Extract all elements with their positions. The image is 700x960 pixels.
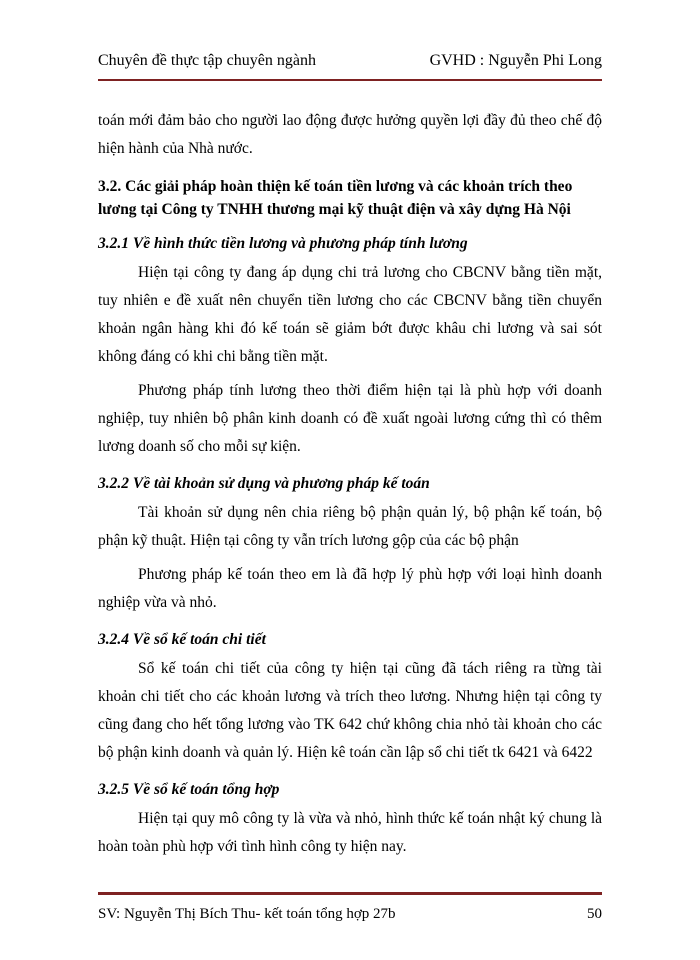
subsection-heading-3-2-1: 3.2.1 Về hình thức tiền lương và phương pháp tính lương: [98, 235, 468, 252]
paragraph-3-2-1-a: Hiện tại công ty đang áp dụng chi trả lương cho CBCNV bằng tiền mặt, tuy nhiên e đề xuất nên chuyển tiền lương cho các CBCNV bằng tiền chuyển khoản ngân hàng khi đó kế toán sẽ giảm bớt được khâu chi lương và sai sót không đáng có khi chi bằng tiền mặt.: [98, 264, 602, 365]
subsection-heading-3-2-5: 3.2.5 Về sổ kế toán tổng hợp: [98, 781, 280, 798]
page-footer: [98, 892, 602, 924]
paragraph-3-2-2-a: Tài khoản sử dụng nên chia riêng bộ phận quản lý, bộ phận kế toán, bộ phận kỹ thuật. Hiện tại công ty vẫn trích lương gộp của các bộ phận: [98, 504, 602, 549]
section-heading-3-2: 3.2. Các giải pháp hoàn thiện kế toán tiền lương và các khoản trích theo lương tại Công ty TNHH thương mại kỹ thuật điện và xây dựng Hà Nội: [98, 178, 573, 218]
document-body: [98, 107, 602, 861]
paragraph-continuation: toán mới đảm bảo cho người lao động được hưởng quyền lợi đầy đủ theo chế độ hiện hành của Nhà nước.: [98, 112, 602, 157]
paragraph-3-2-2-b: Phương pháp kế toán theo em là đã hợp lý phù hợp với loại hình doanh nghiệp vừa và nhỏ.: [98, 566, 602, 611]
subsection-heading-3-2-2: 3.2.2 Về tài khoản sử dụng và phương pháp kế toán: [98, 475, 430, 492]
header-advisor-name: GVHD : Nguyễn Phi Long: [429, 52, 602, 69]
footer-page-number: 50: [587, 906, 602, 922]
footer-rule: [98, 892, 602, 895]
header-rule: [98, 79, 602, 81]
footer-student-info: SV: Nguyễn Thị Bích Thu- kết toán tổng hợp 27b: [98, 906, 396, 922]
subsection-heading-3-2-4: 3.2.4 Về sổ kế toán chi tiết: [98, 631, 266, 648]
paragraph-3-2-5-a: Hiện tại quy mô công ty là vừa và nhỏ, hình thức kế toán nhật ký chung là hoàn toàn phù hợp với tình hình công ty hiện nay.: [98, 810, 602, 855]
paragraph-3-2-1-b: Phương pháp tính lương theo thời điểm hiện tại là phù hợp với doanh nghiệp, tuy nhiên bộ phân kinh doanh có đề xuất ngoài lương cứng thì có thêm lương doanh số cho mỗi sự kiện.: [98, 382, 602, 455]
page-header: [98, 50, 602, 72]
header-document-title: Chuyên đề thực tập chuyên ngành: [98, 52, 316, 69]
paragraph-3-2-4-a: Sổ kế toán chi tiết của công ty hiện tại cũng đã tách riêng ra từng tài khoản chi tiết cho các khoản lương và trích theo lương. Nhưng hiện tại công ty cũng đang cho hết tổng lương vào TK 642 chứ không chia nhỏ tài khoản cho các bộ phận kinh doanh và quản lý. Hiện kê toán cần lập sổ chi tiết tk 6421 và 6422: [98, 660, 602, 761]
